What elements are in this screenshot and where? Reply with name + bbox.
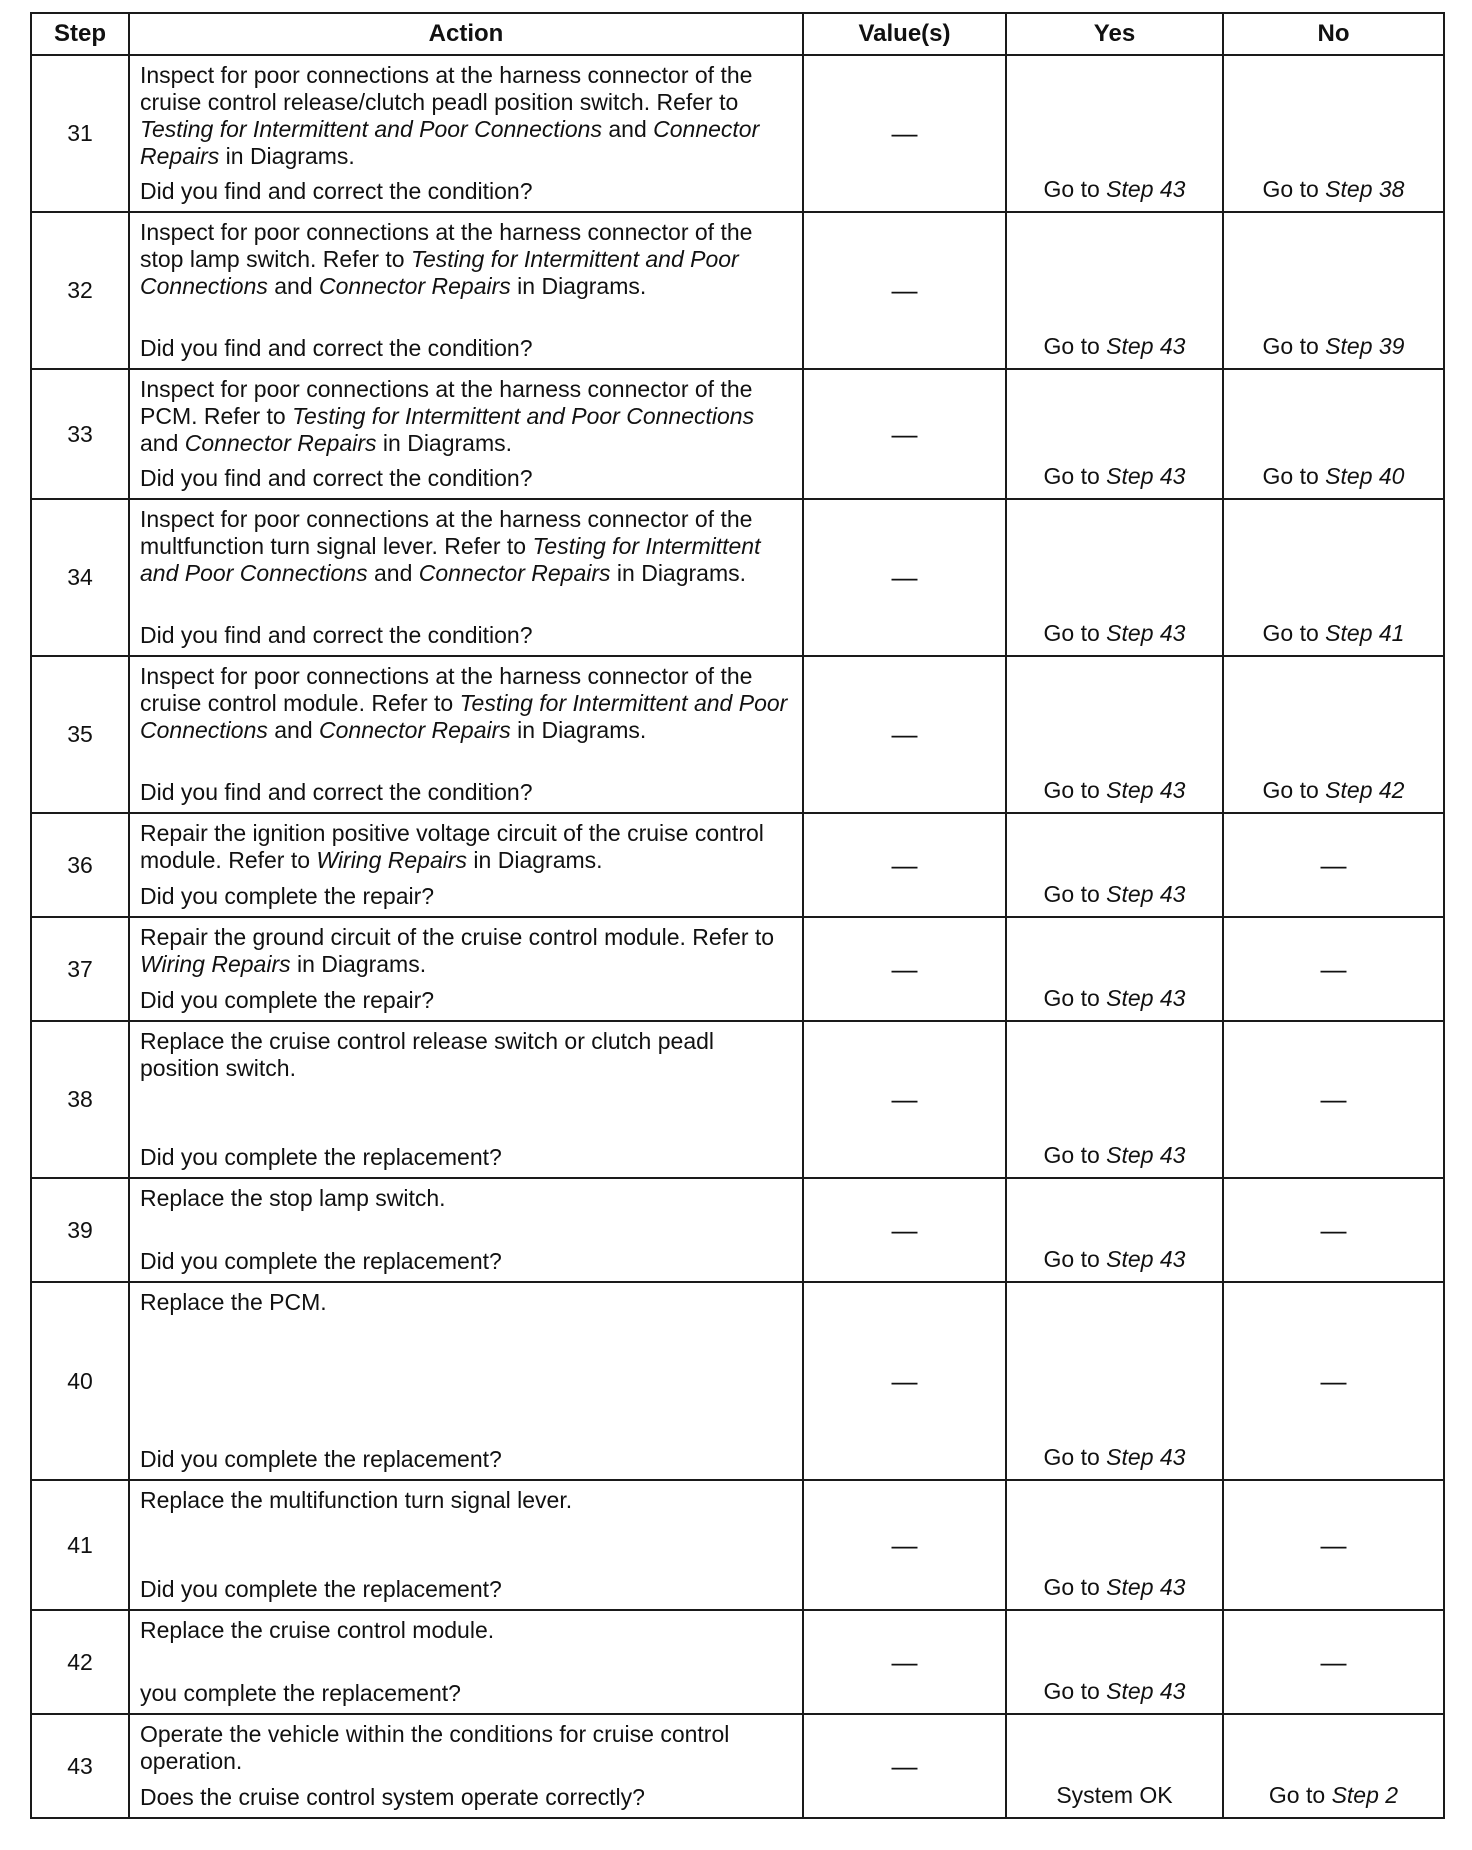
step-number: 42 [31,1610,129,1714]
text-segment: — [1320,1214,1347,1245]
header-action: Action [129,13,803,55]
action-instruction [140,663,794,744]
step-number: 33 [31,369,129,499]
text-segment: Operate the vehicle within the conditions for cruise control operation. [140,1721,730,1774]
reference-link-text: Testing for Intermittent and Poor Connections [140,116,602,142]
text-segment: — [1320,1529,1347,1560]
value-cell: — [803,1610,1006,1714]
value-cell: — [803,499,1006,656]
table-row [31,369,1444,499]
yes-outcome [1006,1480,1223,1610]
reference-link-text: Testing for Intermittent and Poor Connections [140,690,788,743]
action-content [140,1289,794,1473]
action-cell [129,1282,803,1480]
action-cell [129,1178,803,1282]
value-cell: — [803,1480,1006,1610]
reference-link-text: Wiring Repairs [140,951,291,977]
reference-link-text: Connector Repairs [319,273,511,299]
reference-link-text: Step 43 [1106,1574,1186,1600]
text-segment: in Diagrams. [510,273,647,299]
action-content [140,663,794,806]
yes-outcome [1006,656,1223,813]
action-question: Did you find and correct the condition? [140,465,533,491]
text-segment: Replace the stop lamp switch. [140,1185,446,1211]
text-segment: — [1320,953,1347,984]
reference-link-text: Step 38 [1325,176,1405,202]
action-question: Did you complete the replacement? [140,1446,502,1472]
step-number: 36 [31,813,129,917]
table-row [31,1282,1444,1480]
yes-outcome [1006,1610,1223,1714]
text-segment: Replace the PCM. [140,1289,327,1315]
no-outcome [1223,1021,1444,1178]
text-segment: Go to [1043,985,1107,1011]
no-outcome [1223,1610,1444,1714]
text-segment: — [1320,849,1347,880]
text-segment: Go to [1043,176,1107,202]
text-segment: Go to [1262,333,1326,359]
text-segment: Go to [1043,333,1107,359]
step-number: 34 [31,499,129,656]
action-content [140,1185,794,1275]
value-cell: — [803,369,1006,499]
action-question: Did you find and correct the condition? [140,779,533,805]
text-segment: Repair the ground circuit of the cruise control module. Refer to [140,924,775,950]
yes-outcome [1006,1282,1223,1480]
text-segment: Repair the ignition positive voltage circuit of the cruise control module. Refer to [140,820,764,873]
action-content [140,219,794,362]
action-instruction [140,1617,794,1644]
table-row [31,917,1444,1021]
table-row [31,656,1444,813]
yes-outcome [1006,55,1223,212]
step-number: 41 [31,1480,129,1610]
reference-link-text: Testing for Intermittent and Poor Connections [292,403,755,429]
text-segment: Go to [1043,1678,1107,1704]
no-outcome [1223,1178,1444,1282]
yes-outcome [1006,917,1223,1021]
yes-outcome [1006,212,1223,369]
text-segment: Inspect for poor connections at the harness connector of the stop lamp switch. Refer to [140,219,753,272]
action-question: Did you complete the replacement? [140,1576,502,1602]
no-outcome [1223,917,1444,1021]
step-number: 32 [31,212,129,369]
text-segment: in Diagrams. [610,560,747,586]
no-outcome [1223,1282,1444,1480]
text-segment: Go to [1043,1574,1107,1600]
text-segment: Go to [1262,777,1326,803]
value-cell: — [803,813,1006,917]
reference-link-text: Step 39 [1325,333,1405,359]
value-cell: — [803,55,1006,212]
table-row [31,1480,1444,1610]
action-cell [129,1021,803,1178]
action-cell [129,212,803,369]
text-segment: Inspect for poor connections at the harness connector of the multfunction turn signal lever. Refer to [140,506,753,559]
text-segment: Inspect for poor connections at the harness connector of the cruise control release/clutch peadl position switch. Refer to [140,62,753,115]
reference-link-text: Step 40 [1325,463,1405,489]
reference-link-text: Step 43 [1106,176,1186,202]
reference-link-text: Step 2 [1331,1782,1399,1808]
reference-link-text: Step 43 [1106,777,1186,803]
diagnostic-table [30,12,1445,1819]
action-content [140,1617,794,1707]
table-row [31,212,1444,369]
text-segment: in Diagrams. [219,143,355,169]
step-number: 37 [31,917,129,1021]
action-question: Did you complete the replacement? [140,1248,502,1274]
action-instruction [140,1487,794,1514]
action-instruction [140,376,794,457]
header-step: Step [31,13,129,55]
text-segment: and [140,430,185,456]
action-content [140,924,794,1014]
reference-link-text: Connector Repairs [184,430,377,456]
no-outcome [1223,1480,1444,1610]
reference-link-text: Step 43 [1106,881,1186,907]
text-segment: — [1320,1365,1347,1396]
reference-link-text: Testing for Intermittent and Poor Connections [140,533,761,586]
no-outcome [1223,656,1444,813]
header-yes: Yes [1006,13,1223,55]
text-segment: in Diagrams. [376,430,513,456]
text-segment: Go to [1043,1444,1107,1470]
text-segment: Go to [1262,620,1326,646]
value-cell: — [803,917,1006,1021]
action-instruction [140,820,794,874]
step-number: 38 [31,1021,129,1178]
no-outcome [1223,369,1444,499]
action-cell [129,917,803,1021]
text-segment: Go to [1043,881,1107,907]
action-content [140,376,794,492]
value-cell: — [803,1178,1006,1282]
header-values: Value(s) [803,13,1006,55]
action-content [140,1028,794,1171]
table-body [31,55,1444,1818]
action-question: Did you find and correct the condition? [140,335,533,361]
table-row [31,1714,1444,1818]
no-outcome [1223,1714,1444,1818]
reference-link-text: Connector Repairs [140,116,760,169]
yes-outcome [1006,499,1223,656]
reference-link-text: Step 41 [1325,620,1405,646]
no-outcome [1223,813,1444,917]
reference-link-text: Connector Repairs [418,560,611,586]
reference-link-text: Step 43 [1106,985,1186,1011]
step-number: 40 [31,1282,129,1480]
table-row [31,55,1444,212]
step-number: 43 [31,1714,129,1818]
text-segment: Go to [1262,176,1326,202]
text-segment: Inspect for poor connections at the harness connector of the cruise control module. Refer to [140,663,753,716]
text-segment: in Diagrams. [510,717,647,743]
reference-link-text: Testing for Intermittent and Poor Connections [140,246,739,299]
action-question: Did you find and correct the condition? [140,622,533,648]
reference-link-text: Step 43 [1106,1444,1186,1470]
action-question: Did you complete the repair? [140,883,435,909]
step-number: 31 [31,55,129,212]
table-row [31,1178,1444,1282]
action-question: Did you complete the repair? [140,987,435,1013]
table-header-row [31,13,1444,55]
table-row [31,1610,1444,1714]
text-segment: and [367,560,419,586]
text-segment: System OK [1056,1782,1173,1808]
text-segment: in Diagrams. [467,847,603,873]
table-row [31,813,1444,917]
action-content [140,62,794,205]
action-cell [129,813,803,917]
text-segment: Go to [1262,463,1326,489]
text-segment: Go to [1043,777,1107,803]
value-cell: — [803,1714,1006,1818]
yes-outcome [1006,1178,1223,1282]
text-segment: Go to [1043,1246,1107,1272]
action-instruction [140,1721,794,1775]
action-instruction [140,1289,794,1316]
diagnostic-table-sheet [30,12,1443,1819]
yes-outcome [1006,369,1223,499]
action-content [140,506,794,649]
action-instruction [140,62,794,170]
action-question: you complete the replacement? [140,1680,461,1706]
action-cell [129,1480,803,1610]
reference-link-text: Connector Repairs [319,717,511,743]
reference-link-text: Step 43 [1106,333,1186,359]
step-number: 39 [31,1178,129,1282]
table-row [31,499,1444,656]
action-instruction [140,1028,794,1082]
reference-link-text: Step 43 [1106,1678,1186,1704]
value-cell: — [803,656,1006,813]
table-row [31,1021,1444,1178]
no-outcome [1223,212,1444,369]
yes-outcome [1006,813,1223,917]
action-instruction [140,219,794,300]
text-segment: — [1320,1084,1347,1114]
no-outcome [1223,499,1444,656]
action-cell [129,55,803,212]
reference-link-text: Step 43 [1106,620,1186,646]
value-cell: — [803,1282,1006,1480]
action-instruction [140,924,794,978]
text-segment: Go to [1043,620,1107,646]
action-content [140,1487,794,1603]
action-question: Did you complete the replacement? [140,1144,502,1170]
reference-link-text: Step 42 [1325,777,1405,803]
action-cell [129,1610,803,1714]
no-outcome [1223,55,1444,212]
text-segment: Inspect for poor connections at the harness connector of the PCM. Refer to [140,376,753,429]
reference-link-text: Wiring Repairs [316,847,468,873]
action-content [140,1721,794,1811]
value-cell: — [803,1021,1006,1178]
text-segment: Replace the multifunction turn signal lever. [140,1487,573,1513]
text-segment: Replace the cruise control release switch or clutch peadl position switch. [140,1028,715,1081]
action-instruction [140,506,794,587]
yes-outcome [1006,1021,1223,1178]
action-content [140,820,794,910]
text-segment: and [267,717,320,743]
action-cell [129,369,803,499]
text-segment: Replace the cruise control module. [140,1617,495,1643]
text-segment: and [267,273,320,299]
reference-link-text: Step 43 [1106,1246,1186,1272]
action-question: Does the cruise control system operate correctly? [140,1784,645,1810]
text-segment: — [1320,1646,1347,1677]
reference-link-text: Step 43 [1106,1142,1186,1168]
header-no: No [1223,13,1444,55]
action-cell [129,499,803,656]
text-segment: and [601,116,654,142]
action-question: Did you find and correct the condition? [140,178,533,204]
step-number: 35 [31,656,129,813]
text-segment: in Diagrams. [290,951,427,977]
text-segment: Go to [1268,1782,1332,1808]
reference-link-text: Step 43 [1106,463,1186,489]
text-segment: Go to [1043,1142,1107,1168]
action-cell [129,656,803,813]
text-segment: Go to [1043,463,1107,489]
action-instruction [140,1185,794,1212]
yes-outcome [1006,1714,1223,1818]
action-cell [129,1714,803,1818]
value-cell: — [803,212,1006,369]
